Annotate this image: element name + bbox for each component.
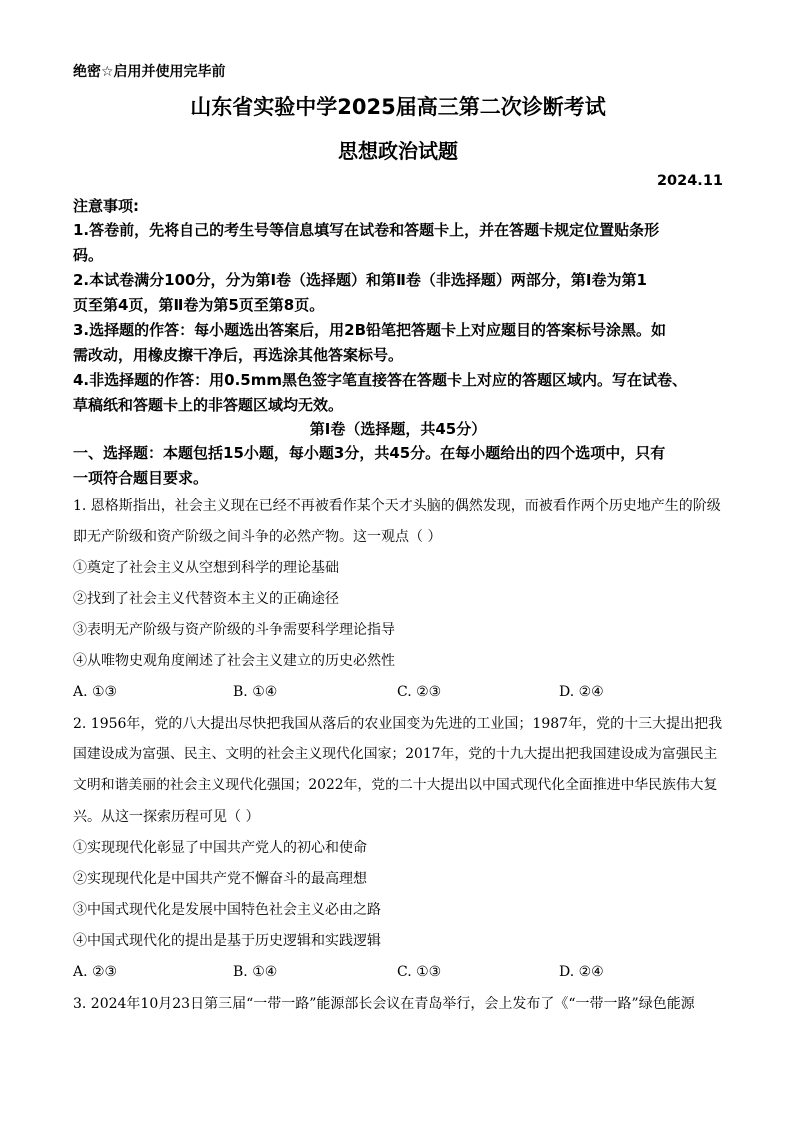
option-a[interactable]: A. ②③ [73, 964, 118, 980]
option-b[interactable]: B. ①④ [233, 684, 278, 700]
notes-line: 页至第4页，第Ⅱ卷为第5页至第8页。 [73, 296, 325, 314]
notes-line: 2.本试卷满分100分，分为第Ⅰ卷（选择题）和第Ⅱ卷（非选择题）两部分，第Ⅰ卷为第1 [73, 271, 647, 289]
notes-line: 1.答卷前，先将自己的考生号等信息填写在试卷和答题卡上，并在答题卡规定位置贴条形 [73, 221, 660, 239]
exam-date: 2024.11 [656, 173, 723, 189]
confidential-mark: 绝密☆启用并使用完毕前 [73, 64, 226, 80]
question-3-stem: 3. 2024年10月23日第三届“一带一路”能源部长会议在青岛举行，会上发布了《“一带一路”绿色能源 [73, 996, 695, 1012]
question-2-statement: ③中国式现代化是发展中国特色社会主义必由之路 [73, 902, 381, 918]
document-body [73, 0, 723, 1123]
question-2-stem: 2. 1956年，党的八大提出尽快把我国从落后的农业国变为先进的工业国；1987年，党的十三大提出把我 [73, 716, 723, 732]
section-instructions: 一、选择题：本题包括15小题，每小题3分，共45分。在每小题给出的四个选项中，只有 [73, 444, 666, 462]
option-d[interactable]: D. ②④ [559, 684, 604, 700]
question-1-stem: 1. 恩格斯指出，社会主义现在已经不再被看作某个天才头脑的偶然发现，而被看作两个历史地产生的阶级 [73, 498, 721, 514]
option-c[interactable]: C. ①③ [397, 964, 442, 980]
option-b[interactable]: B. ①④ [233, 964, 278, 980]
notes-heading: 注意事项: [73, 197, 139, 215]
question-2-stem: 国建设成为富强、民主、文明的社会主义现代化国家；2017年，党的十九大提出把我国建设成为富强民主 [73, 746, 718, 762]
option-a[interactable]: A. ①③ [73, 684, 118, 700]
question-1-stem: 即无产阶级和资产阶级之间斗争的必然产物。这一观点（ ） [73, 529, 442, 545]
notes-line: 草稿纸和答题卡上的非答题区域均无效。 [73, 396, 344, 414]
section-title: 第Ⅰ卷（选择题，共45分） [309, 420, 487, 438]
section-instructions: 一项符合题目要求。 [73, 469, 209, 487]
notes-line: 3.选择题的作答：每小题选出答案后，用2B铅笔把答题卡上对应题目的答案标号涂黑。如 [73, 321, 667, 339]
question-2-statement: ②实现现代化是中国共产党不懈奋斗的最高理想 [73, 871, 367, 887]
question-2-stem: 文明和谐美丽的社会主义现代化强国；2022年，党的二十大提出以中国式现代化全面推进中华民族伟大复 [73, 777, 718, 793]
exam-title: 山东省实验中学2025届高三第二次诊断考试 [190, 95, 606, 119]
question-2-statement: ④中国式现代化的提出是基于历史逻辑和实践逻辑 [73, 933, 381, 949]
option-d[interactable]: D. ②④ [559, 964, 604, 980]
question-1-statement: ④从唯物史观角度阐述了社会主义建立的历史必然性 [73, 653, 395, 669]
question-2-stem: 兴。从这一探索历程可见（ ） [73, 809, 260, 825]
question-1-statement: ①奠定了社会主义从空想到科学的理论基础 [73, 560, 339, 576]
exam-subject: 思想政治试题 [338, 139, 458, 163]
question-1-statement: ②找到了社会主义代替资本主义的正确途径 [73, 591, 339, 607]
question-1-statement: ③表明无产阶级与资产阶级的斗争需要科学理论指导 [73, 622, 395, 638]
notes-line: 4.非选择题的作答：用0.5mm黑色签字笔直接答在答题卡上对应的答题区域内。写在试卷、 [73, 371, 687, 389]
question-2-statement: ①实现现代化彰显了中国共产党人的初心和使命 [73, 840, 367, 856]
notes-line: 需改动，用橡皮擦干净后，再选涂其他答案标号。 [73, 346, 404, 364]
option-c[interactable]: C. ②③ [397, 684, 442, 700]
notes-line: 码。 [73, 246, 104, 264]
